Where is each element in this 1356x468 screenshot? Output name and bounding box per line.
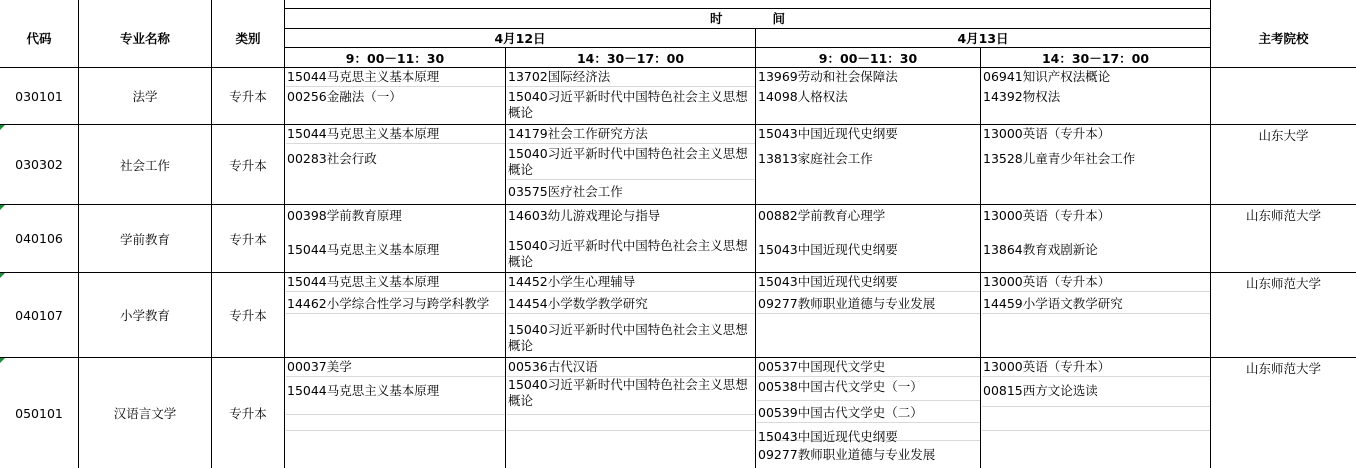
cell-category: 专升本 <box>229 231 267 247</box>
grid-line <box>755 28 756 468</box>
exam-course-entry: 15044马克思主义基本原理 <box>287 126 440 141</box>
sub-row-line <box>982 376 1210 377</box>
exam-course-entry: 13969劳动和社会保障法 <box>758 69 898 84</box>
exam-course-entry: 14603幼儿游戏理论与指导 <box>508 208 661 223</box>
grid-line <box>505 47 506 468</box>
cell-category: 专升本 <box>229 406 267 421</box>
grid-line <box>285 28 1210 29</box>
header-day1-am: 9：00－11：30 <box>345 51 445 66</box>
sub-row-line <box>286 143 505 144</box>
cell-major: 学前教育 <box>119 231 170 247</box>
header-day2-pm: 14：30－17：00 <box>1041 51 1150 66</box>
exam-course-entry: 00538中国古代文学史（一） <box>758 379 923 394</box>
exam-course-entry: 15040习近平新时代中国特色社会主义思想概论 <box>508 238 748 269</box>
sub-row-line <box>982 406 1210 407</box>
exam-course-entry: 09277教师职业道德与专业发展 <box>758 296 936 311</box>
cell-school: 山东师范大学 <box>1245 208 1321 223</box>
sub-row-line <box>757 313 980 314</box>
sub-row-line <box>286 86 505 87</box>
cell-code: 030101 <box>15 88 63 104</box>
sub-row-line <box>982 291 1210 292</box>
sub-row-line <box>982 313 1210 314</box>
header-code: 代码 <box>26 31 52 46</box>
exam-course-entry: 00539中国古代文学史（二） <box>758 405 923 420</box>
cell-major: 社会工作 <box>119 157 170 173</box>
exam-course-entry: 00037美学 <box>287 359 352 374</box>
exam-course-entry: 13702国际经济法 <box>508 69 611 84</box>
cell-major: 小学教育 <box>119 308 170 323</box>
cell-major: 汉语言文学 <box>113 406 177 421</box>
exam-course-entry: 15043中国近现代史纲要 <box>758 126 898 141</box>
header-day2-am: 9：00－11：30 <box>818 51 918 66</box>
sub-row-line <box>507 143 755 144</box>
exam-course-entry: 13813家庭社会工作 <box>758 151 873 166</box>
grid-line <box>1210 0 1211 468</box>
exam-course-entry: 15040习近平新时代中国特色社会主义思想概论 <box>508 89 748 120</box>
exam-course-entry: 15043中国近现代史纲要 <box>758 274 898 289</box>
exam-course-entry: 03575医疗社会工作 <box>508 184 623 199</box>
sub-row-line <box>286 291 505 292</box>
exam-course-entry: 15044马克思主义基本原理 <box>287 242 440 257</box>
cell-school: 山东师范大学 <box>1245 361 1321 376</box>
exam-course-entry: 00882学前教育心理学 <box>758 208 886 223</box>
sub-row-line <box>507 414 755 415</box>
exam-course-entry: 15043中国近现代史纲要 <box>758 242 898 257</box>
cell-school: 山东大学 <box>1258 128 1309 143</box>
sub-row-line <box>757 422 980 423</box>
sub-row-line <box>507 86 755 87</box>
grid-line <box>285 8 1210 9</box>
exam-course-entry: 14454小学数学教学研究 <box>508 296 648 311</box>
exam-course-entry: 14392物权法 <box>983 89 1061 104</box>
cell-school <box>1211 68 1356 88</box>
sub-row-line <box>286 313 505 314</box>
sub-row-line <box>757 376 980 377</box>
exam-course-entry: 00283社会行政 <box>287 151 377 166</box>
exam-course-entry: 13000英语（专升本） <box>983 208 1111 223</box>
exam-course-entry: 15040习近平新时代中国特色社会主义思想概论 <box>508 146 748 177</box>
header-category: 类别 <box>235 31 261 46</box>
exam-course-entry: 00256金融法（一） <box>287 89 402 104</box>
exam-course-entry: 15040习近平新时代中国特色社会主义思想概论 <box>508 377 748 408</box>
header-time: 时 间 <box>709 11 785 26</box>
exam-course-entry: 15040习近平新时代中国特色社会主义思想概论 <box>508 322 748 353</box>
sub-row-line <box>286 430 505 431</box>
grid-line <box>980 47 981 468</box>
exam-course-entry: 13000英语（专升本） <box>983 126 1111 141</box>
cell-code: 030302 <box>15 157 63 172</box>
grid-line <box>284 0 285 468</box>
exam-course-entry: 14098人格权法 <box>758 89 848 104</box>
grid-line <box>211 0 212 468</box>
cell-code: 050101 <box>15 405 63 421</box>
cell-category: 专升本 <box>229 308 267 323</box>
header-major: 专业名称 <box>119 31 170 46</box>
header-school: 主考院校 <box>1258 31 1309 46</box>
exam-course-entry: 15044马克思主义基本原理 <box>287 69 440 84</box>
exam-course-entry: 15044马克思主义基本原理 <box>287 383 440 398</box>
sub-row-line <box>507 291 755 292</box>
sub-row-line <box>982 430 1210 431</box>
sub-row-line <box>286 376 505 377</box>
cell-category: 专升本 <box>229 89 267 104</box>
exam-course-entry: 00536古代汉语 <box>508 359 598 374</box>
header-day1: 4月12日 <box>494 31 546 46</box>
cell-code: 040106 <box>15 231 63 246</box>
sub-row-line <box>507 430 755 431</box>
exam-course-entry: 14462小学综合性学习与跨学科教学 <box>287 296 490 311</box>
cell-school: 山东师范大学 <box>1245 276 1321 291</box>
exam-course-entry: 13864教育戏剧新论 <box>983 242 1098 257</box>
cell-code: 040107 <box>15 307 63 323</box>
exam-course-entry: 14179社会工作研究方法 <box>508 126 648 141</box>
cell-category: 专升本 <box>229 157 267 173</box>
exam-course-entry: 13528儿童青少年社会工作 <box>983 151 1136 166</box>
grid-line <box>285 47 1210 48</box>
exam-course-entry: 00398学前教育原理 <box>287 208 402 223</box>
cell-major: 法学 <box>132 89 158 104</box>
sub-row-line <box>757 400 980 401</box>
sub-row-line <box>286 414 505 415</box>
sub-row-line <box>757 291 980 292</box>
grid-line <box>78 0 79 468</box>
header-day1-pm: 14：30－17：00 <box>576 51 685 66</box>
exam-course-entry: 13000英语（专升本） <box>983 274 1111 289</box>
exam-course-entry: 15043中国近现代史纲要 <box>758 429 898 444</box>
sub-row-line <box>507 313 755 314</box>
header-day2: 4月13日 <box>957 31 1009 46</box>
exam-course-entry: 15044马克思主义基本原理 <box>287 274 440 289</box>
exam-course-entry: 14459小学语文教学研究 <box>983 296 1123 311</box>
exam-course-entry: 14452小学生心理辅导 <box>508 274 636 289</box>
exam-course-entry: 06941知识产权法概论 <box>983 69 1111 84</box>
exam-course-entry: 00537中国现代文学史 <box>758 359 886 374</box>
exam-course-entry: 00815西方文论选读 <box>983 383 1098 398</box>
exam-course-entry: 13000英语（专升本） <box>983 359 1111 374</box>
exam-course-entry: 09277教师职业道德与专业发展 <box>758 447 936 462</box>
sub-row-line <box>507 179 755 180</box>
